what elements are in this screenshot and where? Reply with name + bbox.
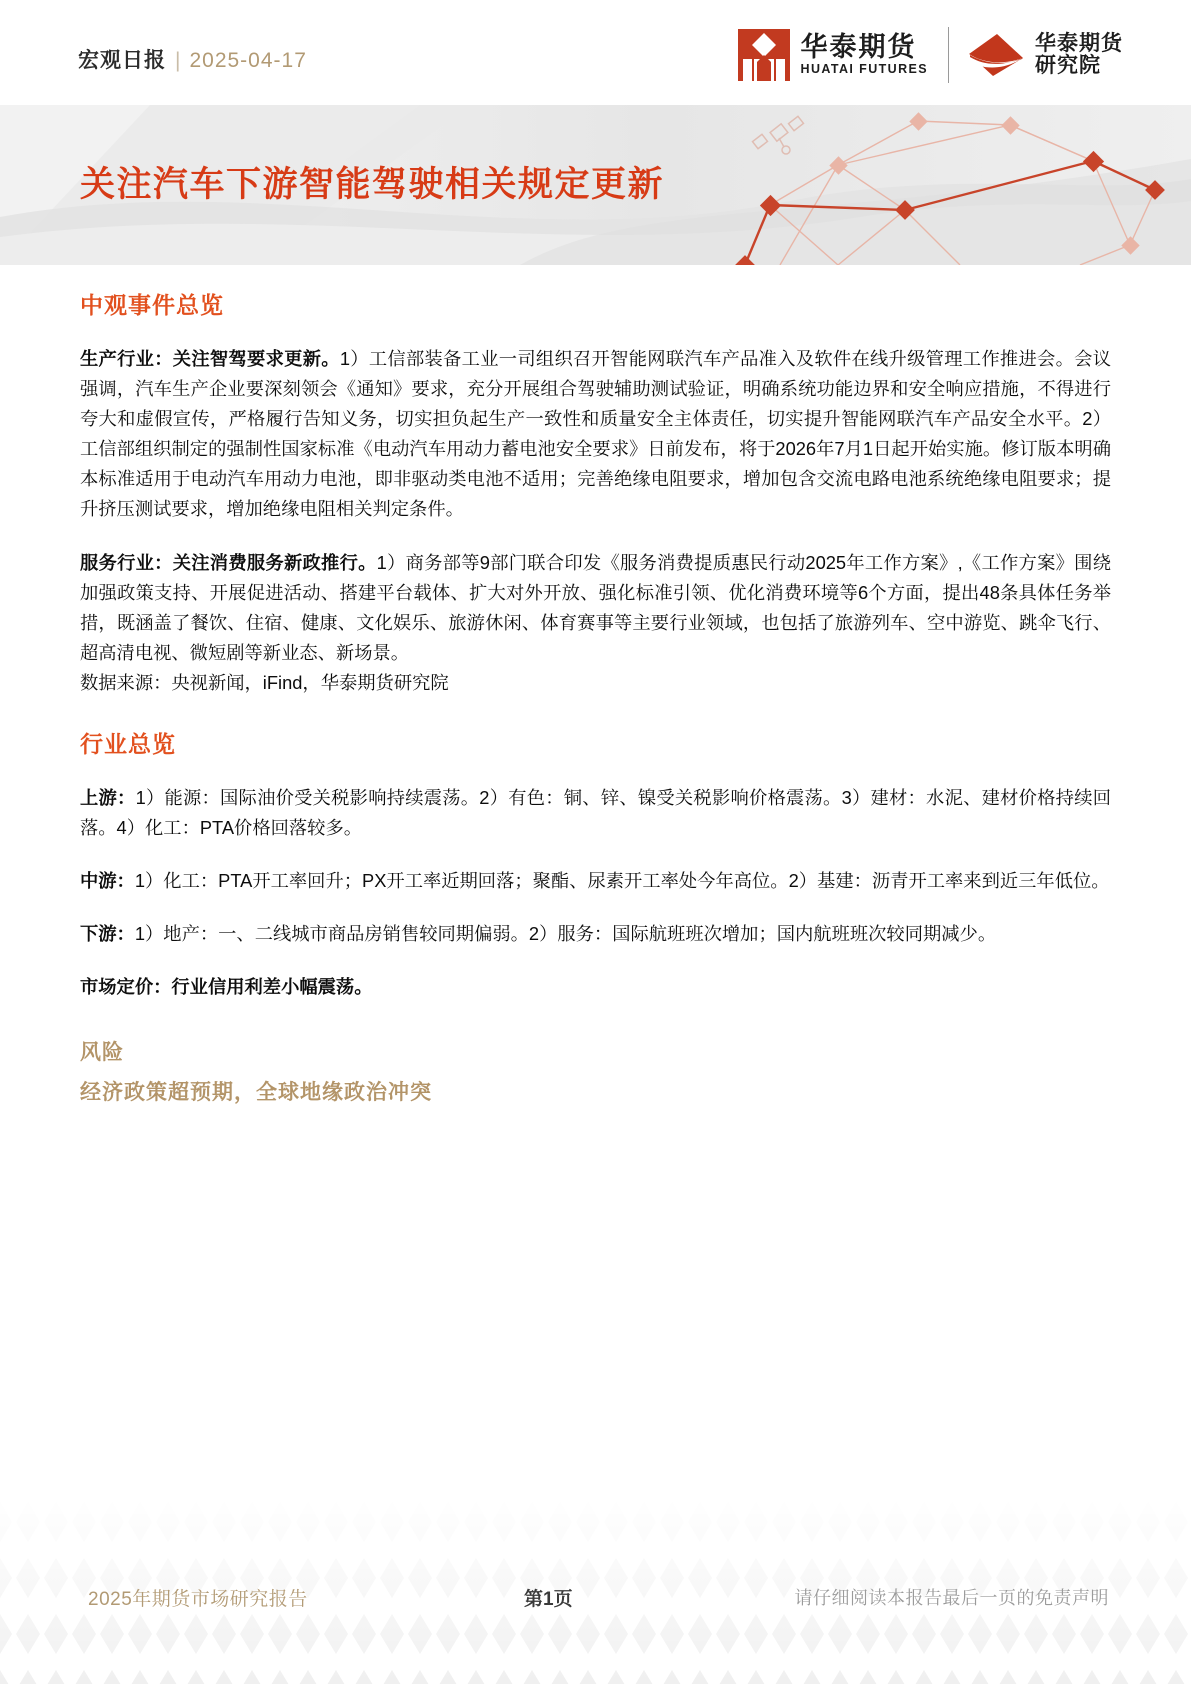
risk-text: 经济政策超预期，全球地缘政治冲突 <box>80 1081 432 1104</box>
logo-divider <box>948 27 949 83</box>
paragraph-upstream-text: 1）能源：国际油价受关税影响持续震荡。2）有色：铜、锌、镍受关税影响价格震荡。3）建材：水泥、建材价格持续回落。4）化工：PTA价格回落较多。 <box>80 787 1112 838</box>
page-footer <box>0 1494 1191 1684</box>
huatai-logo-wordmark <box>801 34 928 76</box>
research-institute-logo <box>967 32 1123 78</box>
section-heading-meso-overview: 中观事件总览 <box>80 292 224 318</box>
paragraph-market-pricing-text: 行业信用利差小幅震荡。 <box>171 976 373 997</box>
paragraph-service-text: 1）商务部等9部门联合印发《服务消费提质惠民行动2025年工作方案》,《工作方案》围绕加强政策支持、开展促进活动、搭建平台载体、扩大对外开放、强化标准引领、优化消费环境等6个方面，提出48条具体任务举措，既涵盖了餐饮、住宿、健康、文化娱乐、旅游休闲、体育赛事等主要行业领域，也包括了旅游列车、空中游览、跳伞飞行、超高清电视、微短剧等新业态、新场景。 <box>80 552 1111 663</box>
brand-logo-lockup <box>738 22 1123 88</box>
risk-heading: 风险 <box>80 1041 124 1064</box>
satellite-icon <box>753 116 804 154</box>
paragraph-midstream-lead: 中游： <box>80 870 135 891</box>
logo-chinese-name: 华泰期货 <box>800 32 917 63</box>
report-date: 2025-04-17 <box>189 49 307 72</box>
report-type-label: 宏观日报 <box>78 49 166 72</box>
paragraph-upstream-lead: 上游： <box>80 787 136 808</box>
footer-content-row <box>0 1582 1191 1612</box>
research-institute-wordmark <box>1035 33 1123 77</box>
paragraph-downstream-lead: 下游： <box>80 923 135 944</box>
paragraph-production-text: 1）工信部装备工业一司组织召开智能网联汽车产品准入及软件在线升级管理工作推进会。会议强调，汽车生产企业要深刻领会《通知》要求，充分开展组合驾驶辅助测试验证，明确系统功能边界和安全响应措施，不得进行夸大和虚假宣传，严格履行告知义务，切实担负起生产一致性和质量安全主体责任，切实提升智能网联汽车产品安全水平。2）工信部组织制定的强制性国家标准《电动汽车用动力蓄电池安全要求》日前发布，将于2026年7月1日起开始实施。修订版本明确本标准适用于电动汽车用动力电池，即非驱动类电池不适用；完善绝缘电阻要求，增加包含交流电路电池系统绝缘电阻要求；提升挤压测试要求，增加绝缘电阻相关判定条件。 <box>80 348 1112 519</box>
research-logo-line2: 研究院 <box>1035 54 1101 77</box>
logo-english-name: HUATAI FUTURES <box>800 62 928 77</box>
paragraph-service-lead: 服务行业：关注消费服务新政推行。 <box>80 552 377 573</box>
huatai-futures-logo <box>738 29 948 81</box>
huatai-logo-mark-icon <box>738 29 790 81</box>
report-body <box>0 265 1191 1106</box>
research-logo-line1: 华泰期货 <box>1035 31 1123 55</box>
paragraph-upstream <box>80 783 1111 843</box>
paragraph-downstream-text: 1）地产：一、二线城市商品房销售较同期偏弱。2）服务：国际航班班次增加；国内航班班次较同期减少。 <box>134 923 997 944</box>
page-title: 关注汽车下游智能驾驶相关规定更新 <box>80 165 665 204</box>
footer-report-name: 2025年期货市场研究报告 <box>88 1588 308 1610</box>
section-heading-industry-overview: 行业总览 <box>80 731 176 757</box>
footer-disclaimer: 请仔细阅读本报告最后一页的免责声明 <box>794 1588 1109 1608</box>
hero-banner <box>0 105 1191 265</box>
paragraph-production-industry <box>80 344 1111 524</box>
page-header <box>0 0 1191 105</box>
header-separator: | <box>175 49 181 72</box>
data-source-note: 数据来源：央视新闻，iFind，华泰期货研究院 <box>80 672 449 693</box>
paragraph-midstream <box>80 866 1111 896</box>
paragraph-market-pricing-lead: 市场定价： <box>80 976 172 997</box>
paragraph-service-industry <box>80 548 1111 668</box>
paragraph-production-lead: 生产行业：关注智驾要求更新。 <box>80 348 340 369</box>
header-kicker-group <box>78 44 307 74</box>
paragraph-market-pricing <box>80 972 1111 1002</box>
paragraph-midstream-text: 1）化工：PTA开工率回升；PX开工率近期回落；聚酯、尿素开工率处今年高位。2）基建：沥青开工率来到近三年低位。 <box>134 870 1110 891</box>
footer-page-number: 第1页 <box>524 1588 573 1610</box>
paragraph-downstream <box>80 919 1111 949</box>
swoosh-icon <box>967 32 1025 78</box>
